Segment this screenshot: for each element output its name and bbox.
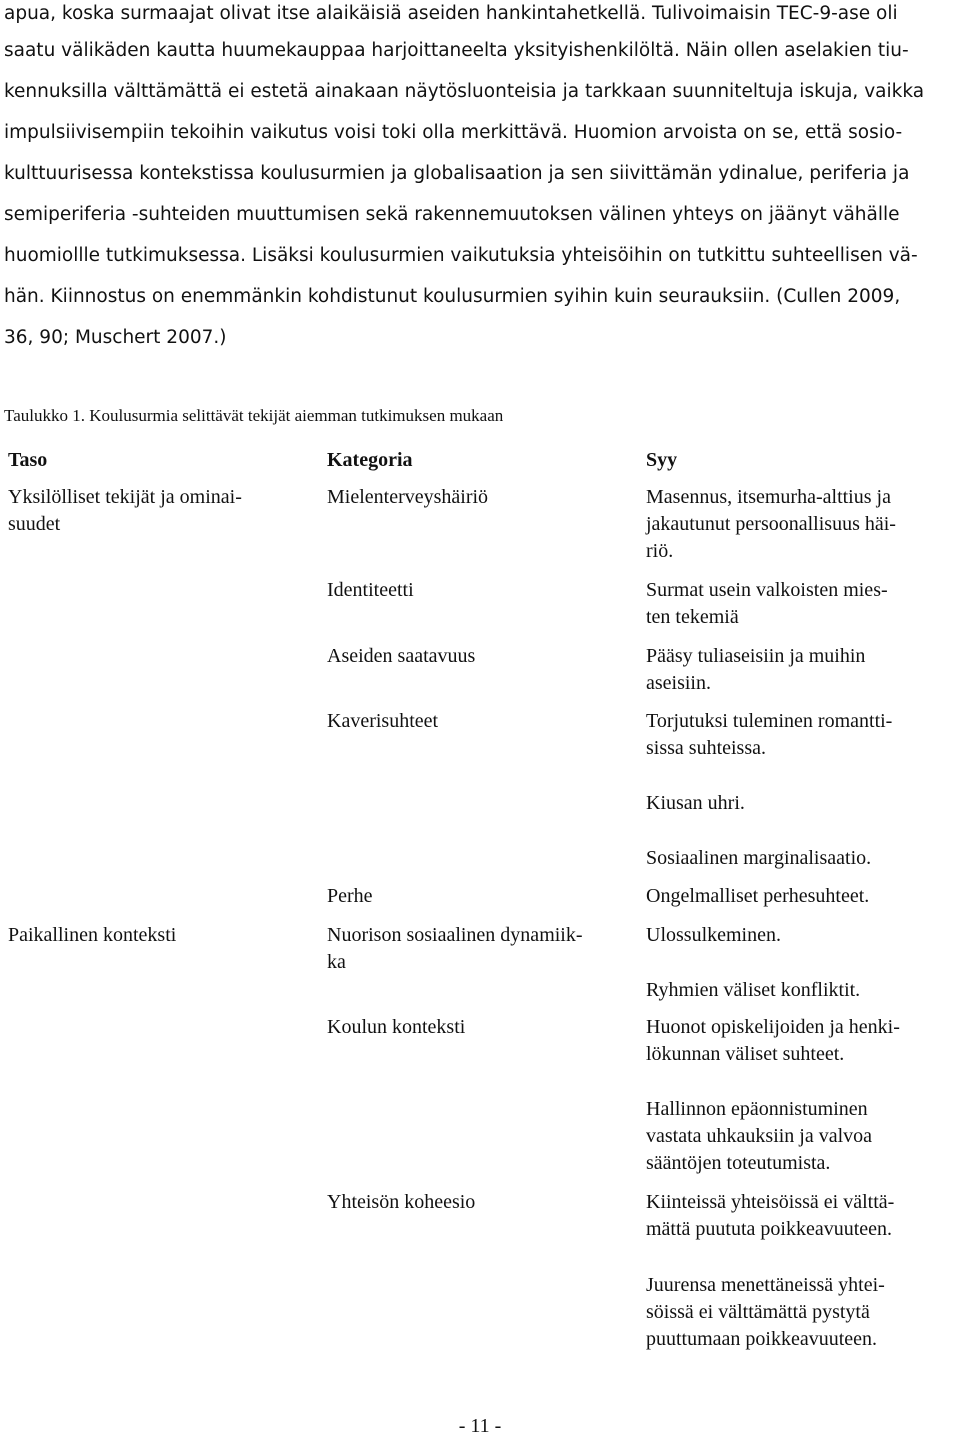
- cell-line: Kaverisuhteet: [327, 710, 439, 732]
- table-caption: Taulukko 1. Koulusurmia selittävät tekijät aiemman tutkimuksen mukaan: [4, 406, 504, 425]
- cause-cell: [646, 977, 860, 1004]
- cell-line: Ongelmalliset perhesuhteet.: [646, 885, 870, 907]
- cell-line: sääntöjen toteutumista.: [646, 1152, 831, 1174]
- cell-line: Kiinteissä yhteisöissä ei välttä-: [646, 1191, 895, 1213]
- paragraph-line: 36, 90; Muschert 2007.): [4, 327, 227, 348]
- cell-line: söissä ei välttämättä pystytä: [646, 1301, 870, 1323]
- cell-line: Paikallinen konteksti: [8, 924, 177, 946]
- category-cell: [327, 577, 414, 604]
- category-cell: [327, 922, 583, 976]
- cause-cell: [646, 484, 896, 565]
- category-cell: [327, 484, 488, 511]
- cell-line: aseisiin.: [646, 672, 711, 694]
- cell-line: Sosiaalinen marginalisaatio.: [646, 847, 872, 869]
- cause-cell: [646, 1014, 900, 1068]
- level-cell: [8, 922, 176, 949]
- cause-cell: [646, 1189, 894, 1243]
- cause-cell: [646, 1272, 885, 1353]
- cause-cell: [646, 922, 781, 949]
- cause-cell: [646, 790, 745, 817]
- cell-line: Aseiden saatavuus: [327, 645, 476, 667]
- cell-line: jakautunut persoonallisuus häi-: [646, 513, 896, 535]
- category-cell: [327, 708, 438, 735]
- cell-line: Hallinnon epäonnistuminen: [646, 1098, 868, 1120]
- cell-line: Perhe: [327, 885, 373, 907]
- cell-line: Ryhmien väliset konfliktit.: [646, 979, 861, 1001]
- category-cell: [327, 1189, 475, 1216]
- header-level: Taso: [8, 449, 48, 471]
- paragraph-line: kennuksilla välttämättä ei estetä ainakaan näytösluonteisia ja tarkkaan suunniteltuja iskuja, vaikka: [4, 81, 925, 102]
- cell-line: Surmat usein valkoisten mies-: [646, 579, 888, 601]
- cell-line: Ulossulkeminen.: [646, 924, 781, 946]
- paragraph-line: huomiollle tutkimuksessa. Lisäksi koulusurmien vaikutuksia yhteisöihin on tutkittu suhteellisen vä-: [4, 245, 918, 266]
- cell-line: Kiusan uhri.: [646, 792, 745, 814]
- cell-line: Nuorison sosiaalinen dynamiik-: [327, 924, 583, 946]
- cell-line: ka: [327, 951, 346, 973]
- cell-line: Masennus, itsemurha-alttius ja: [646, 486, 891, 508]
- cell-line: Identiteetti: [327, 579, 414, 601]
- cause-cell: [646, 1096, 872, 1177]
- category-cell: [327, 1014, 465, 1041]
- cell-line: sissa suhteissa.: [646, 737, 766, 759]
- paragraph-line: impulsiivisempiin tekoihin vaikutus voisi toki olla merkittävä. Huomion arvoista on se, että sosio-: [4, 122, 903, 143]
- category-cell: [327, 643, 475, 670]
- cause-cell: [646, 883, 869, 910]
- paragraph-line: hän. Kiinnostus on enemmänkin kohdistunut koulusurmien syihin kuin seurauksiin. (Cullen 2009,: [4, 286, 901, 307]
- cell-line: Huonot opiskelijoiden ja henki-: [646, 1016, 900, 1038]
- cell-line: ten tekemiä: [646, 606, 739, 628]
- cell-line: lökunnan väliset suhteet.: [646, 1043, 845, 1065]
- cell-line: Juurensa menettäneissä yhtei-: [646, 1274, 885, 1296]
- cause-cell: [646, 708, 892, 762]
- category-cell: [327, 883, 373, 910]
- cause-cell: [646, 845, 871, 872]
- paragraph-line: apua, koska surmaajat olivat itse alaikäisiä aseiden hankintahetkellä. Tulivoimaisin TEC-9-ase oli: [4, 3, 898, 24]
- cell-line: mättä puututa poikkeavuuteen.: [646, 1218, 893, 1240]
- cell-line: Yhteisön koheesio: [327, 1191, 476, 1213]
- cell-line: Torjutuksi tuleminen romantti-: [646, 710, 893, 732]
- cell-line: riö.: [646, 540, 674, 562]
- cell-line: Yksilölliset tekijät ja ominai-: [8, 486, 242, 508]
- cell-line: Pääsy tuliaseisiin ja muihin: [646, 645, 866, 667]
- cell-line: Koulun konteksti: [327, 1016, 466, 1038]
- cell-line: Mielenterveyshäiriö: [327, 486, 489, 508]
- header-category: Kategoria: [327, 449, 413, 471]
- page-number: - 11 -: [458, 1415, 502, 1437]
- cell-line: suudet: [8, 513, 61, 535]
- level-cell: [8, 484, 242, 538]
- cell-line: vastata uhkauksiin ja valvoa: [646, 1125, 873, 1147]
- header-cause: Syy: [646, 449, 678, 471]
- paragraph-line: semiperiferia -suhteiden muuttumisen sekä rakennemuutoksen välinen yhteys on jäänyt vähälle: [4, 204, 900, 225]
- cause-cell: [646, 643, 865, 697]
- paragraph-line: kulttuurisessa kontekstissa koulusurmien ja globalisaation ja sen siivittämän ydinalue, periferia ja: [4, 163, 910, 184]
- paragraph-line: saatu välikäden kautta huumekauppaa harjoittaneelta yksityishenkilöltä. Näin ollen aselakien tiu-: [4, 40, 909, 61]
- cause-cell: [646, 577, 888, 631]
- cell-line: puuttumaan poikkeavuuteen.: [646, 1328, 878, 1350]
